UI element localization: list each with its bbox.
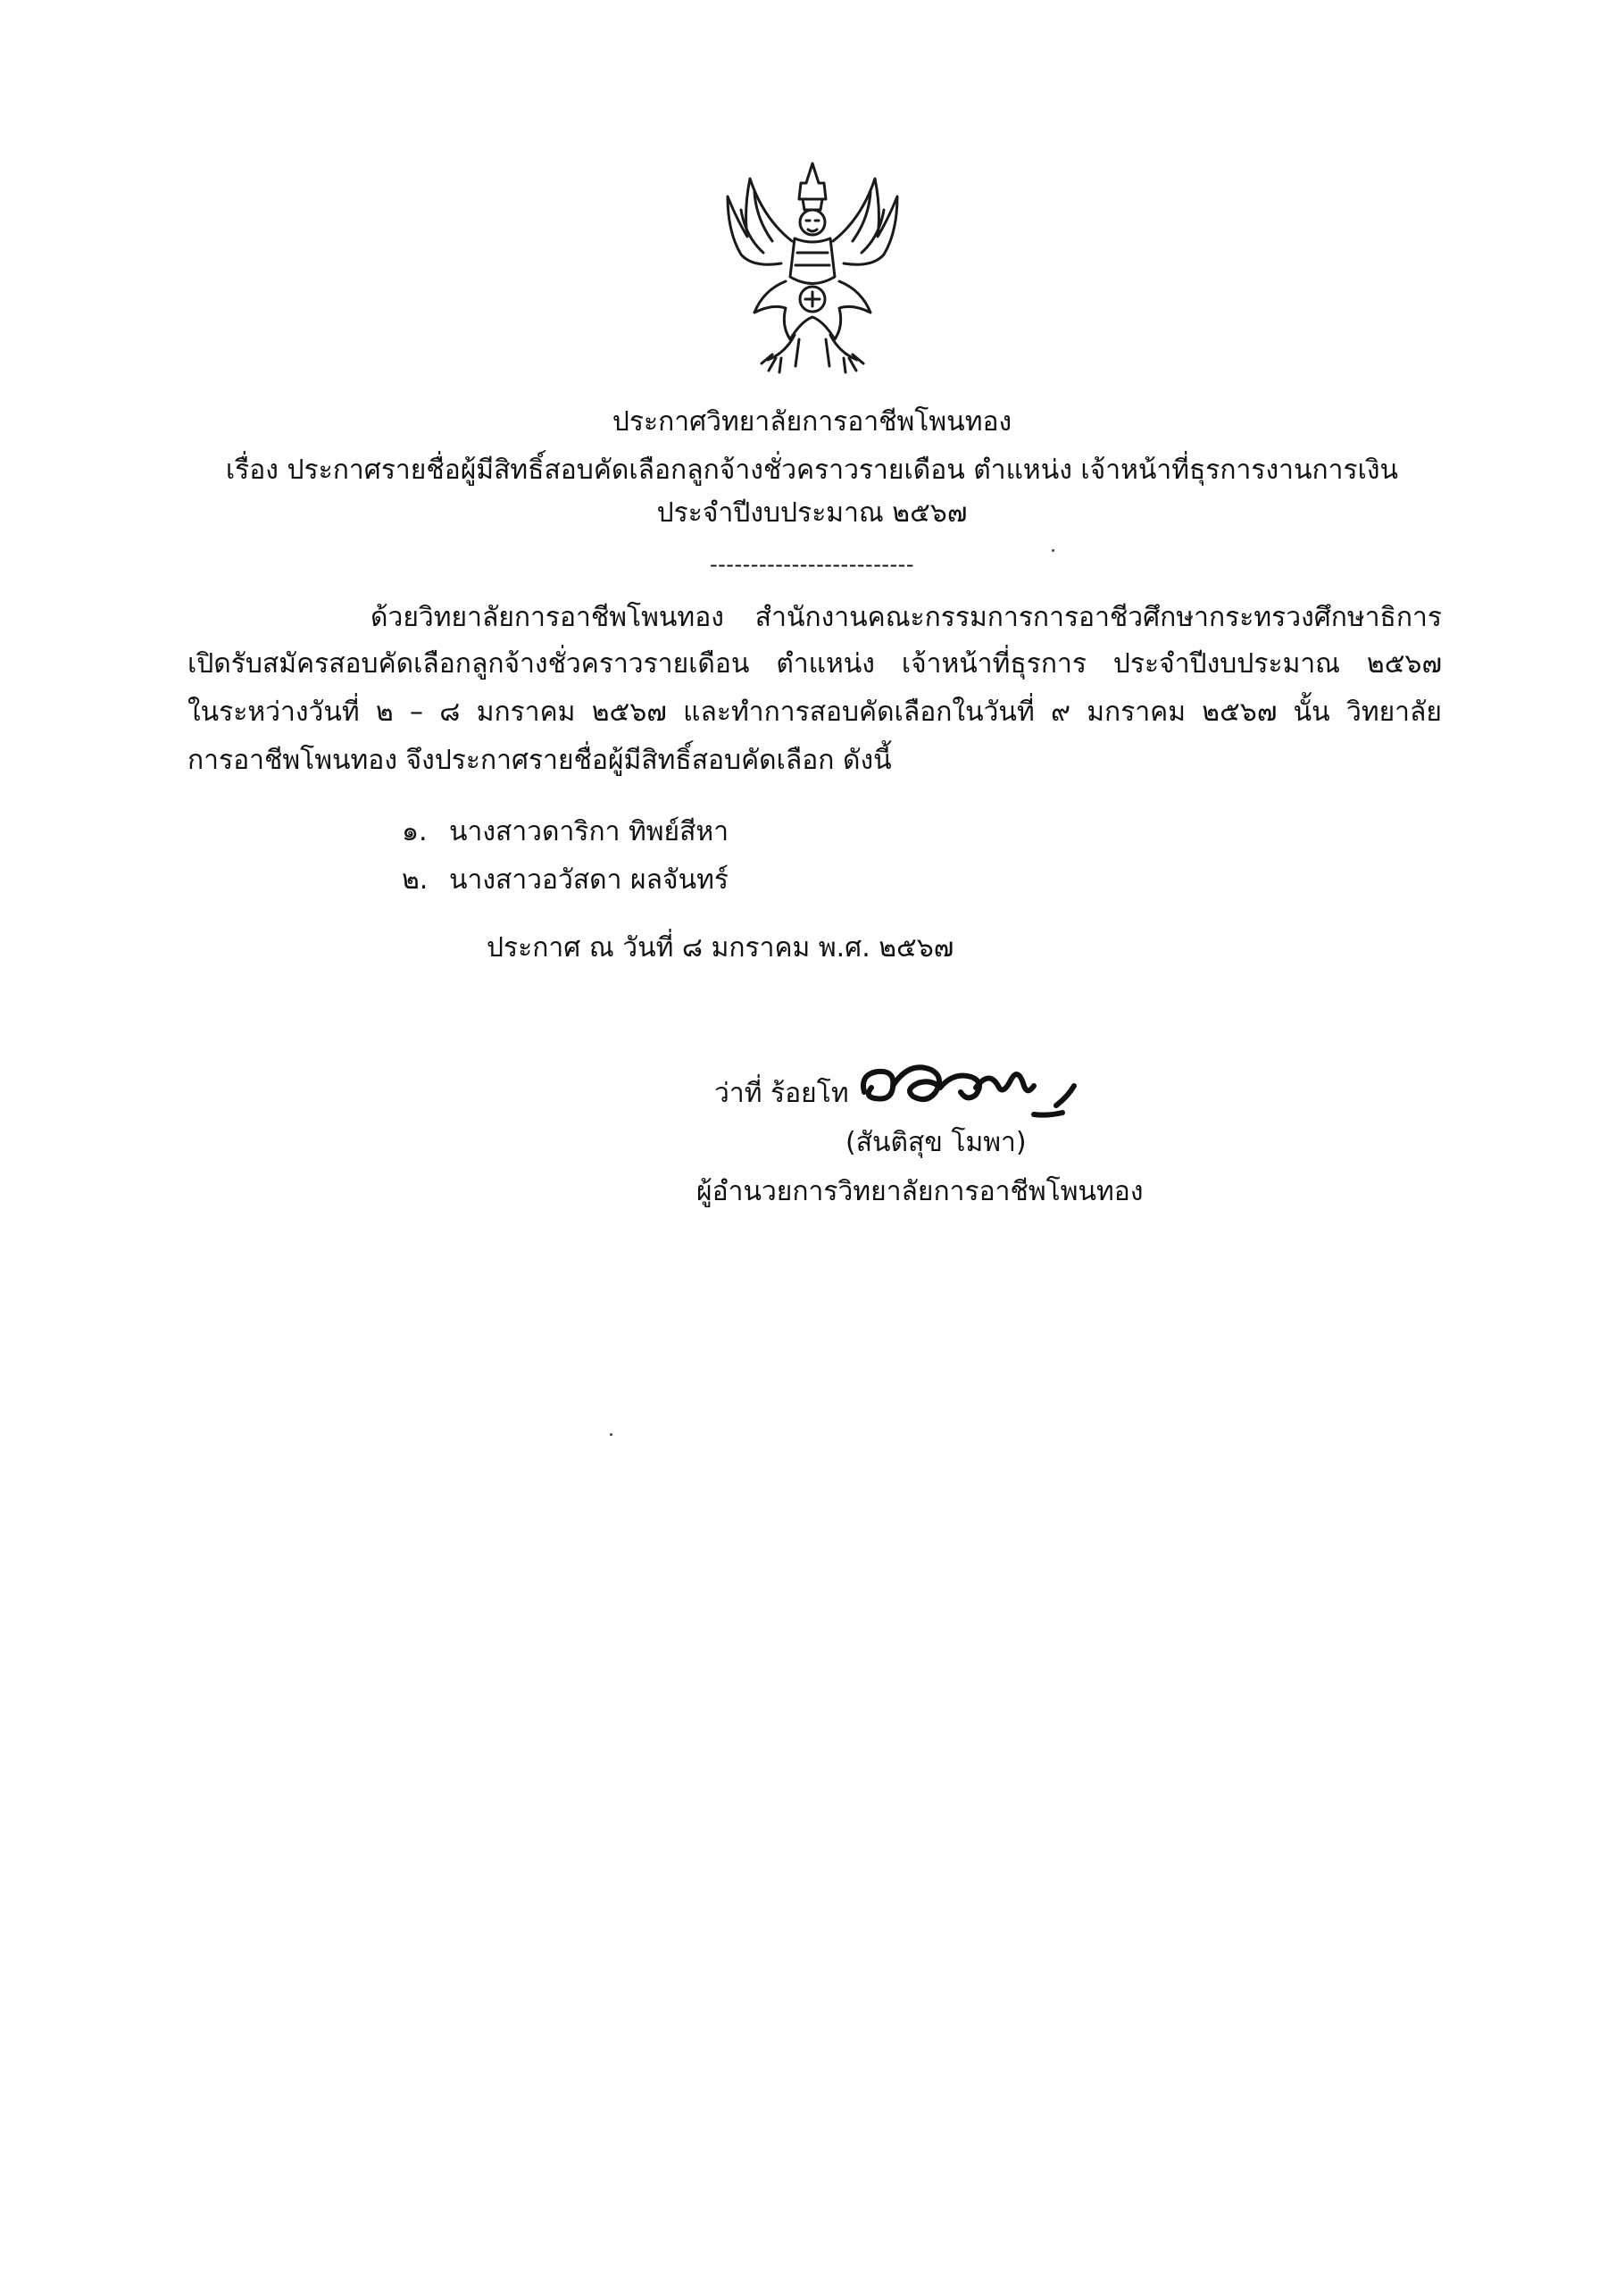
subject-line-2: ประจำปีงบประมาณ ๒๕๖๗ — [656, 497, 968, 529]
candidate-number: ๑. — [402, 816, 428, 847]
body-line-2: เปิดรับสมัครสอบคัดเลือกลูกจ้างชั่วคราวรายเดือน ตำแหน่ง เจ้าหน้าที่ธุรการ ประจำปีงบประมาณ ๒๕๖๗ — [187, 648, 1442, 680]
signer-name: (สันติสุข โมพา) — [845, 1127, 1027, 1158]
body-line-3: ในระหว่างวันที่ ๒ – ๘ มกราคม ๒๕๖๗ และทำการสอบคัดเลือกในวันที่ ๙ มกราคม ๒๕๖๗ นั้น วิทยาลัย — [187, 697, 1442, 728]
candidate-name: นางสาวดาริกา ทิพย์สีหา — [449, 816, 729, 847]
scan-speck — [610, 1433, 612, 1436]
title-divider: ------------------------- — [709, 552, 914, 577]
announcement-title: ประกาศวิทยาลัยการอาชีพโพนทอง — [612, 406, 1012, 438]
handwritten-signature — [855, 1052, 1087, 1132]
candidate-number: ๒. — [402, 864, 429, 896]
body-line-4: การอาชีพโพนทอง จึงประกาศรายชื่อผู้มีสิทธิ์สอบคัดเลือก ดังนี้ — [187, 745, 892, 776]
garuda-emblem — [701, 156, 924, 380]
signer-rank: ว่าที่ ร้อยโท — [714, 1078, 849, 1109]
scan-speck — [1052, 549, 1054, 552]
candidate-name: นางสาวอวัสดา ผลจันทร์ — [449, 864, 729, 896]
announcement-date: ประกาศ ณ วันที่ ๘ มกราคม พ.ศ. ๒๕๖๗ — [487, 932, 954, 964]
signer-position: ผู้อำนวยการวิทยาลัยการอาชีพโพนทอง — [696, 1176, 1144, 1207]
body-line-1: ด้วยวิทยาลัยการอาชีพโพนทอง สำนักงานคณะกรรมการการอาชีวศึกษากระทรวงศึกษาธิการ — [371, 602, 1442, 633]
subject-line-1: เรื่อง ประกาศรายชื่อผู้มีสิทธิ์สอบคัดเลือกลูกจ้างชั่วคราวรายเดือน ตำแหน่ง เจ้าหน้าที่ธุรการงานการเงิน — [225, 455, 1399, 486]
